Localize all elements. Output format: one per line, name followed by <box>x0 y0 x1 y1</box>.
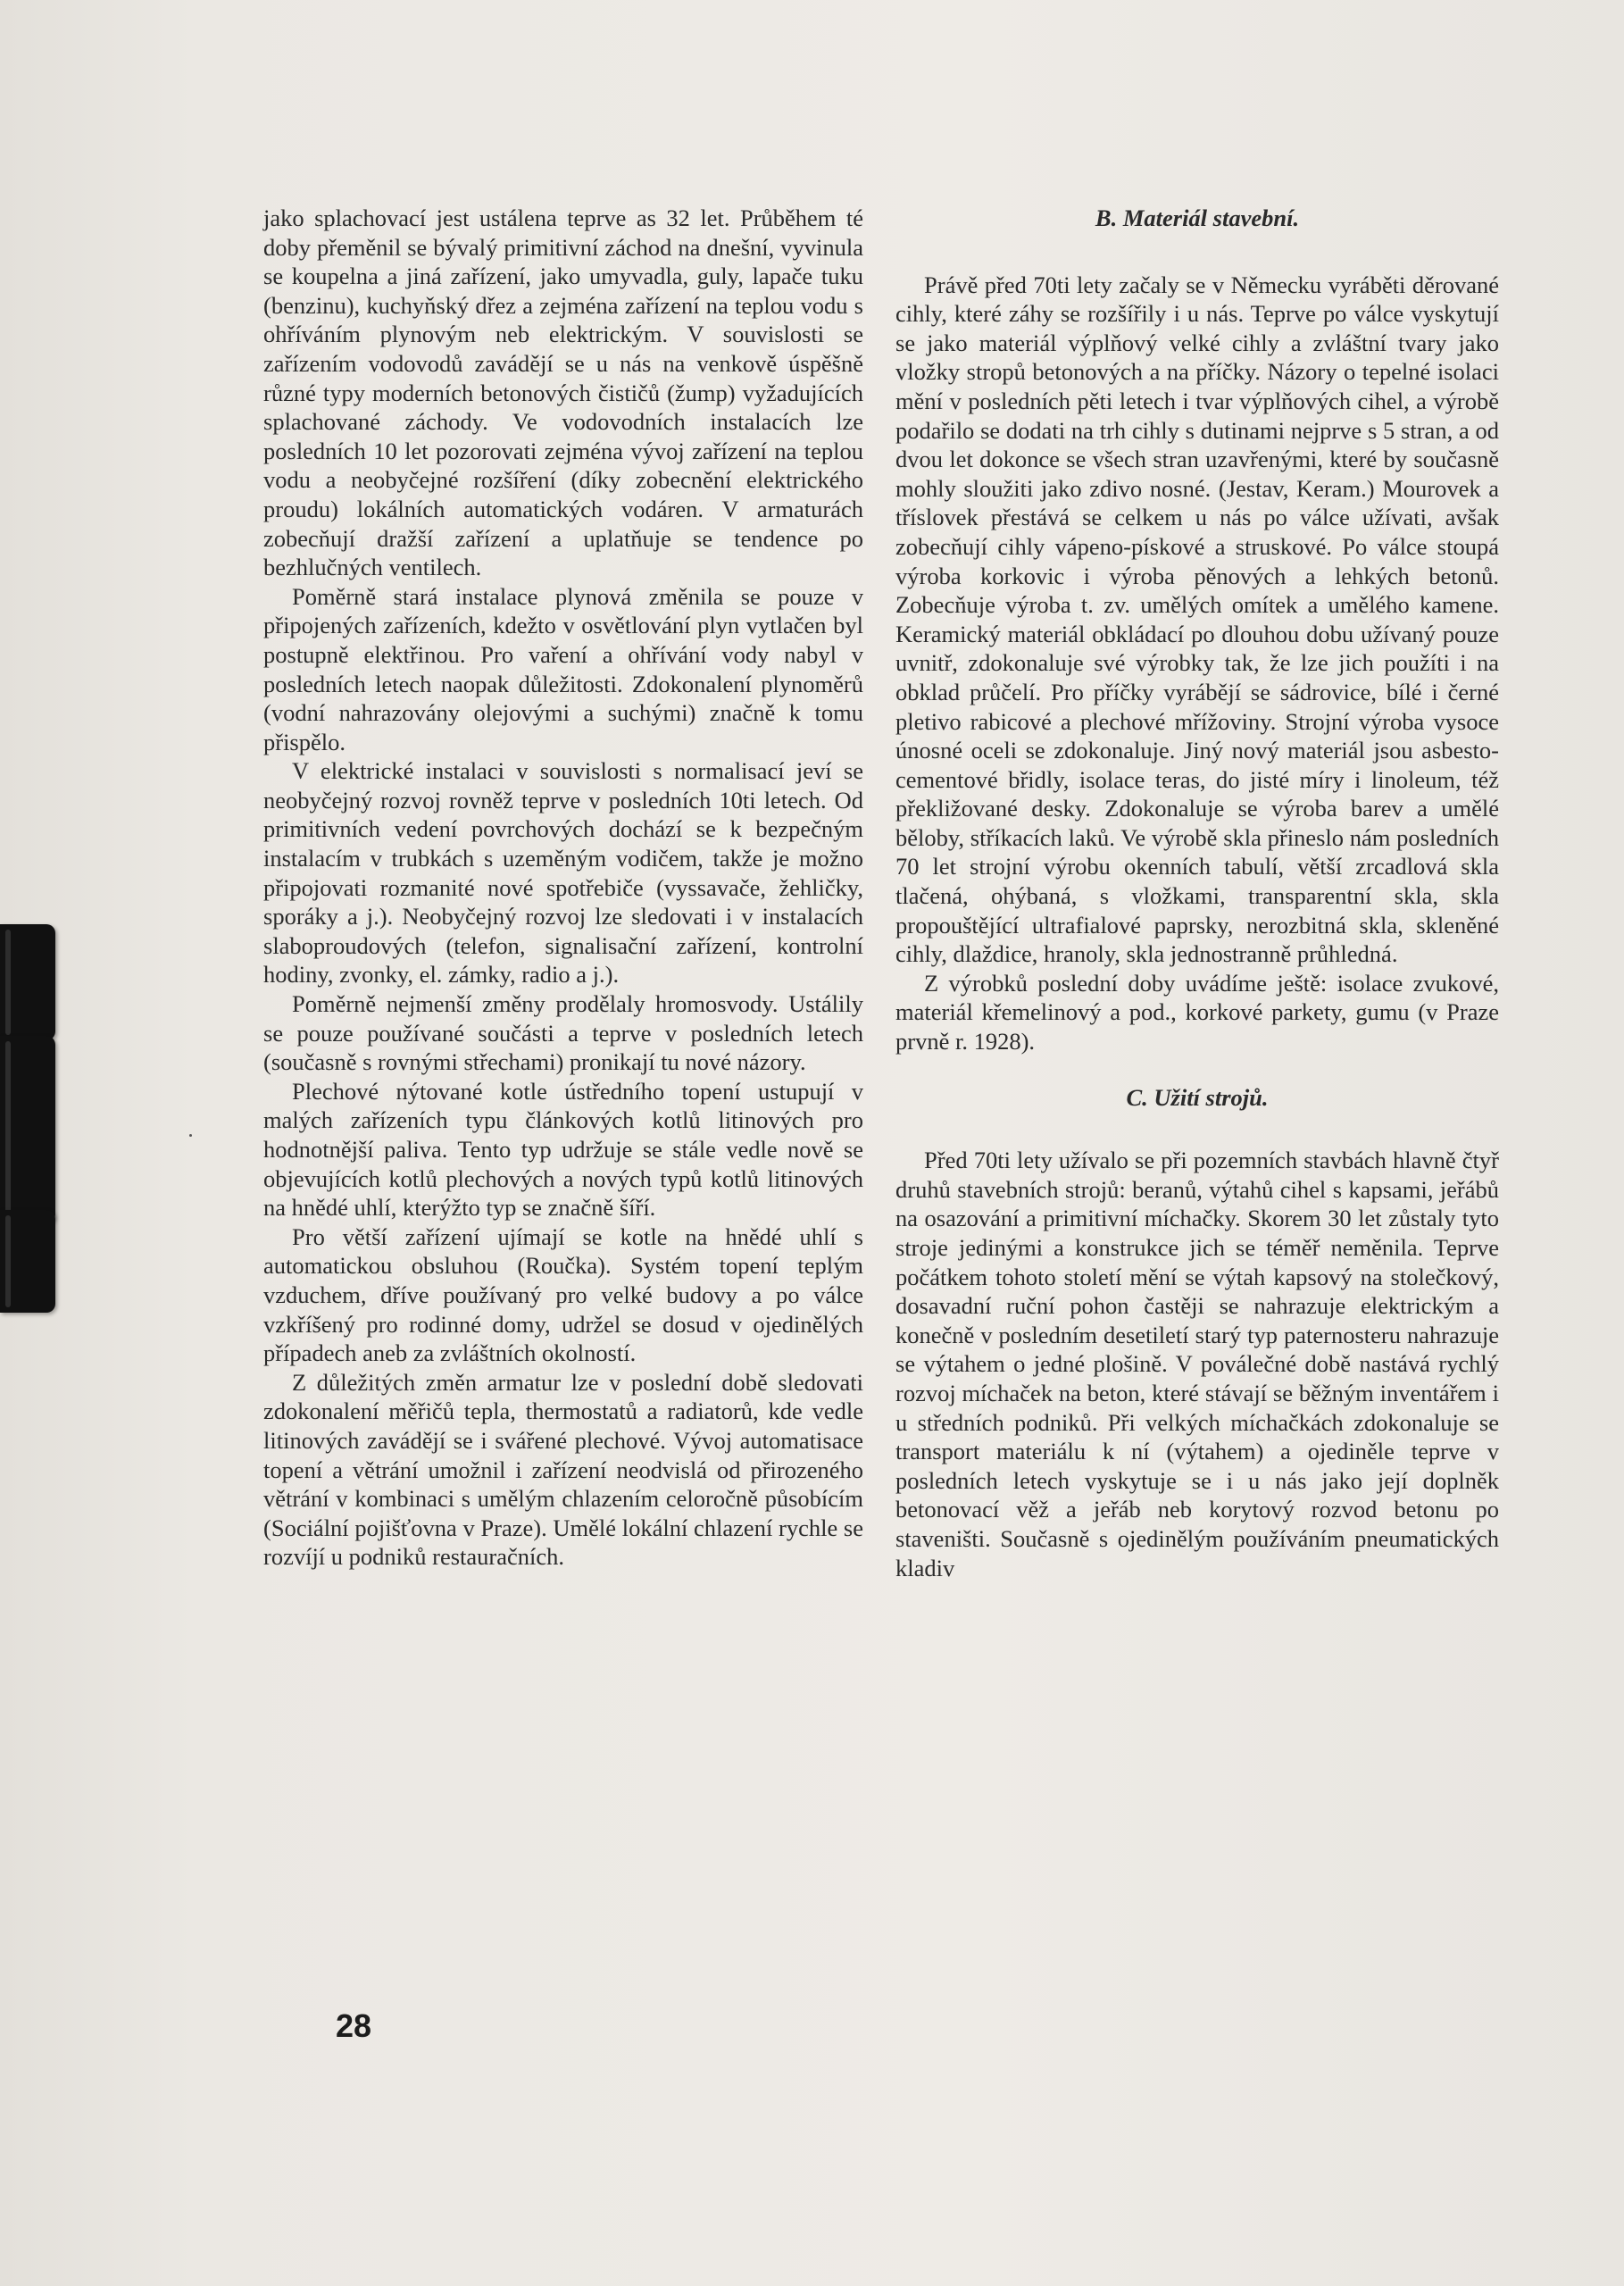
page-number: 28 <box>336 2007 372 2044</box>
paragraph: Plechové nýtované kotle ústředního topení ustupují v malých zařízeních typu článkových kotlů litinových pro hodnotnější paliva. Tento typ udržuje se stále vedle nově se objevujících kotlů plechových a nových typů kotlů litinových na hnědé uhlí, kterýžto typ se značně šíří. <box>263 1077 863 1222</box>
paragraph: Z výrobků poslední doby uvádíme ještě: isolace zvukové, materiál křemelinový a pod., korkové parkety, gumu (v Praze prvně r. 1928). <box>895 969 1499 1055</box>
paragraph: Poměrně nejmenší změny prodělaly hromosvody. Ustálily se pouze používané součásti a teprve v posledních letech (současně s rovnými střechami) pronikají tu nové názory. <box>263 990 863 1076</box>
section-heading-b: B. Materiál stavební. <box>1095 204 1300 231</box>
paragraph: V elektrické instalaci v souvislosti s normalisací jeví se neobyčejný rozvoj rovněž teprve v posledních 10ti letech. Od primitivních vedení povrchových dochází se k bezpečným instalacím v trubkách s uzeměným vodičem, takže je možno připojovati rozmanité nové spotřebiče (vyssavače, žehličky, sporáky a j.). Neobyčejný rozvoj lze sledovati i v instalacích slaboproudových (telefon, signalisační zařízení, kontrolní hodiny, zvonky, el. zámky, radio a j.). <box>263 757 863 989</box>
paragraph: Právě před 70ti lety začaly se v Německu vyráběti děrované cihly, které záhy se rozšířily i u nás. Teprve po válce vyskytují se jako materiál výplňový velké cihly a zvláštní tvary jako vložky stropů betonových a na příčky. Názory o tepelné isolaci mění v posledních pěti letech i tvar výplňových cihel, a výrobě podařilo se dodati na trh cihly s dutinami nejprve s 5 stran, a od dvou let dokonce se všech stran uzavřenými, které by současně mohly sloužiti jako zdivo nosné. (Jestav, Keram.) Mourovek a tříslovek přestává se celkem u nás po válce užívati, avšak zobecňují cihly vápeno-pískové a struskové. Po válce stoupá výroba korkovic i výroba pěnových a lehkých betonů. Zobecňuje výroba t. zv. umělých omítek a umělého kamene. Keramický materiál obkládací po dlouhou dobu užívaný pouze uvnitř, zdokonaluje své výrobky tak, že lze jich použíti i na obklad průčelí. Pro příčky vyrábějí se sádrovice, bílé i černé pletivo rabicové a plechové mřížoviny. Strojní výroba vysoce únosné oceli se zdokonaluje. Jiný nový materiál jsou asbesto-cementové břidly, isolace teras, do jisté míry i linoleum, též překližované desky. Zdokonaluje se výroba barev a umělé běloby, stříkacích laků. Ve výrobě skla přineslo nám posledních 70 let strojní výrobu okenních tabulí, větší zrcadlová skla tlačená, ohýbaná, s vložkami, transparentní skla, skla propouštějící ultrafialové paprsky, nerozbitná skla, skleněné cihly, dlaždice, hranoly, skla jednostranně průhledná. <box>895 271 1499 968</box>
paragraph: Před 70ti lety užívalo se při pozemních stavbách hlavně čtyř druhů stavebních strojů: beranů, výtahů cihel s kapsami, jeřábů na osazování a primitivní míchačky. Skorem 30 let zůstaly tyto stroje jedinými a konstrukce jich se téměř neměnila. Teprve počátkem tohoto století mění se výtah kapsový na stolečkový, dosavadní ruční pohon častěji se nahrazuje elektrickým a konečně v posledním desetiletí starý typ paternosteru nahrazuje se výtahem o jedné plošině. V poválečné době nastává rychlý rozvoj míchaček na beton, které stávají se běžným inventářem i u středních podniků. Při velkých míchačkách zdokonaluje se transport materiálu k ní (výtahem) a ojediněle teprve v posledních letech vyskytuje se i u nás jako její doplněk betonovací věž a jeřáb neb korytový rozvod betonu po staveništi. Současně s ojedinělým používáním pneumatických kladiv <box>895 1147 1499 1581</box>
binder-clip <box>0 1036 55 1223</box>
binder-clip <box>0 1210 55 1313</box>
left-text-column <box>263 204 863 1572</box>
binder-clip <box>0 924 55 1040</box>
section-heading-c: C. Užití strojů. <box>1126 1083 1269 1111</box>
paragraph: jako splachovací jest ustálena teprve as 32 let. Průběhem té doby přeměnil se bývalý primitivní záchod na dnešní, vyvinula se koupelna a jiná zařízení, jako umyvadla, guly, lapače tuku (benzinu), kuchyňský dřez a zejména zařízení na teplou vodu s ohříváním plynovým neb elektrickým. V souvislosti se zařízením vodovodů zavádějí se u nás na venkově úspěšně různé typy moderních betonových čističů (žump) vyžadujících splachované záchody. Ve vodovodních instalacích lze posledních 10 let pozorovati zejména vývoj zařízení na teplou vodu a neobyčejné rozšíření (díky zobecnění elektrického proudu) lokálních automatických vodáren. V armaturách zobecňují dražší zařízení a uplatňuje se tendence po bezhlučných ventilech. <box>263 204 863 581</box>
paragraph: Poměrně stará instalace plynová změnila se pouze v připojených zařízeních, kdežto v osvětlování plyn vytlačen byl postupně elektřinou. Pro vaření a ohřívání vody nabyl v posledních letech naopak důležitosti. Zdokonalení plynoměrů (vodní nahrazovány olejovými a suchými) značně k tomu přispělo. <box>263 582 863 755</box>
right-text-column <box>895 204 1499 1582</box>
paragraph: Pro větší zařízení ujímají se kotle na hnědé uhlí s automatickou obsluhou (Roučka). Systém topení teplým vzduchem, dříve používaný pro velké budovy a po válce vzkříšený pro rodinné domy, udržel se dosud v ojedinělých případech aneb za zvláštních okolností. <box>263 1222 863 1367</box>
paragraph: Z důležitých změn armatur lze v poslední době sledovati zdokonalení měřičů tepla, thermostatů a radiatorů, kde vedle litinových zavádějí se i svářené plechové. Vývoj automatisace topení a větrání umožnil i zařízení neodvislá od přirozeného větrání v kombinaci s umělým chlazením celoročně působícím (Sociální pojišťovna v Praze). Umělé lokální chlazení rychle se rozvíjí u podniků restauračních. <box>263 1368 863 1571</box>
paper-speck <box>189 1134 192 1137</box>
